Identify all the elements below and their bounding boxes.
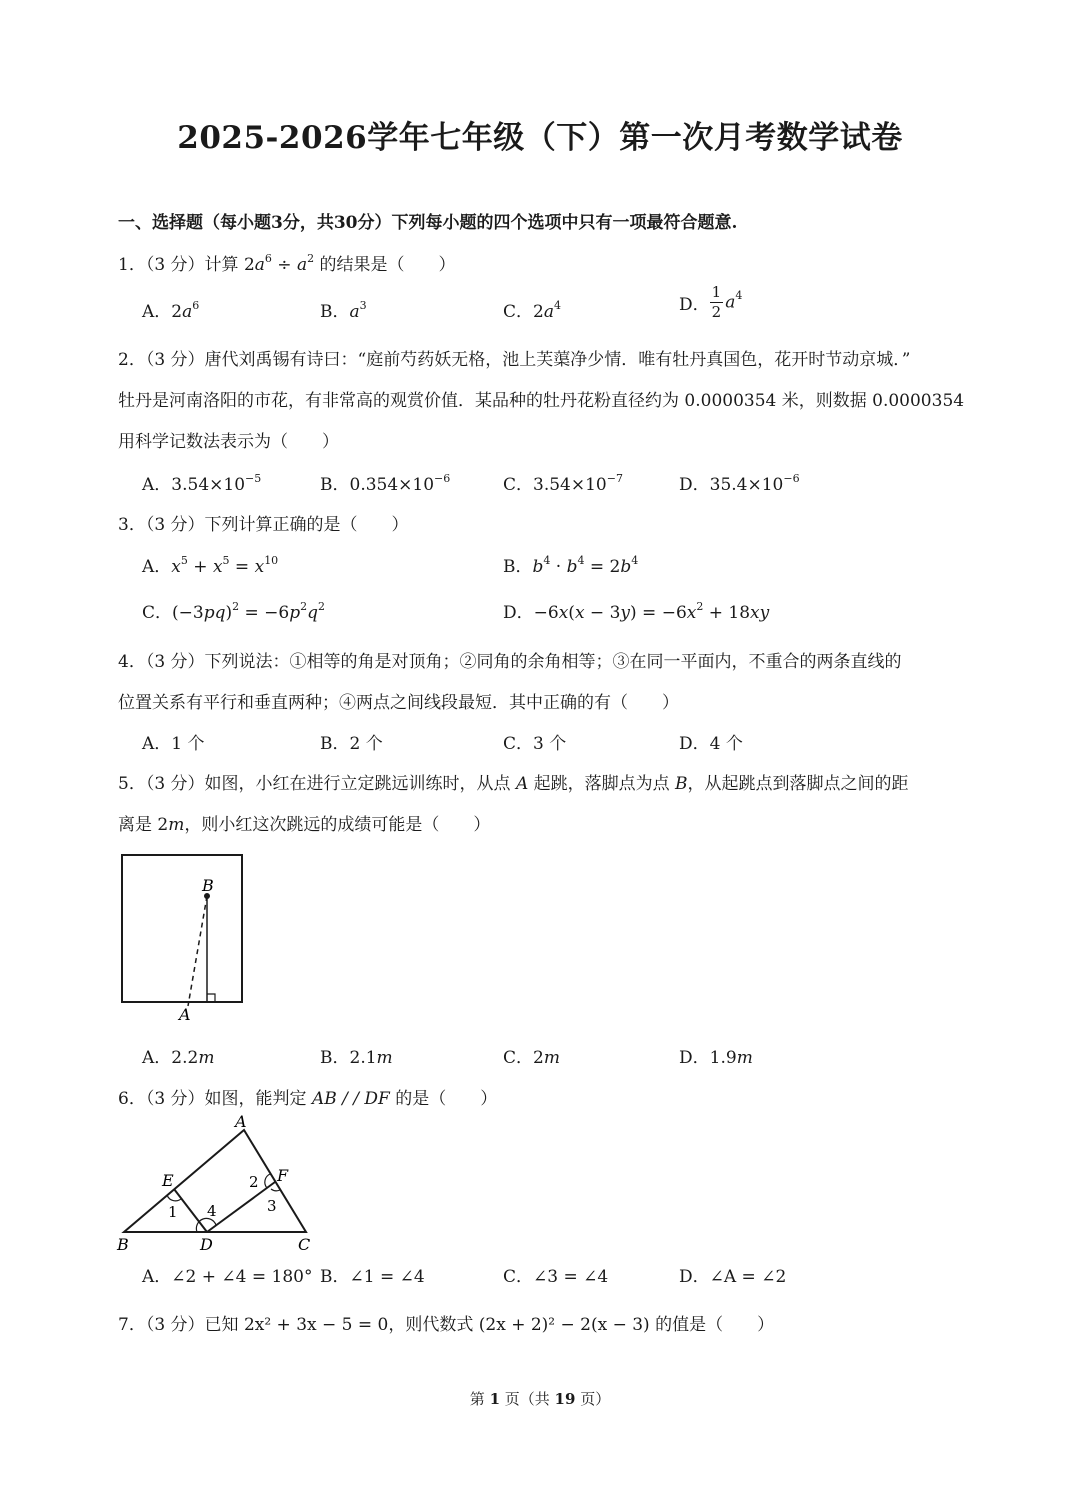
- question-1-stem: [118, 250, 456, 275]
- q2-option-d[interactable]: D．$35.4\times 10^{-6}$: [679, 472, 800, 495]
- fraction: $\frac{1}{2}$: [711, 283, 722, 321]
- segment-ed: [174, 1189, 207, 1232]
- q6-option-c[interactable]: C．∠3 = ∠4: [503, 1267, 609, 1287]
- question-4-line-2: 位置关系有平行和垂直两种；④两点之间线段最短．其中正确的有（ ）: [118, 693, 679, 713]
- q2-option-a[interactable]: A．$3.54\times 10^{-5}$: [142, 472, 262, 495]
- section-heading: 一、选择题（每小题3分，共30分）下列每小题的四个选项中只有一项最符合题意.: [118, 213, 738, 233]
- q5-option-d[interactable]: D．1.9m: [679, 1048, 753, 1068]
- question-4-line-1: 4．（3 分）下列说法：①相等的角是对顶角；②同角的余角相等；③在同一平面内，不重合的两条直线的: [118, 652, 902, 672]
- segment-df: [207, 1182, 275, 1232]
- question-5-line-2: 离是 2m，则小红这次跳远的成绩可能是（ ）: [118, 815, 491, 835]
- q4-option-b[interactable]: B．2 个: [320, 734, 383, 754]
- q1-option-d[interactable]: D． $\frac{1}{2}$ $a^4$: [679, 283, 743, 321]
- q3-option-d[interactable]: D．$-6x(x - 3y) = -6x^2 + 18xy$: [503, 600, 770, 623]
- label-f: F: [277, 1166, 289, 1185]
- label-b: B: [117, 1235, 129, 1254]
- label-c: C: [298, 1235, 311, 1254]
- label-e: E: [162, 1171, 174, 1190]
- q3-option-c[interactable]: C．$(-3pq)^2 = -6p^2q^2$: [142, 600, 326, 623]
- right-angle-mark: [207, 994, 215, 1002]
- q5-option-b[interactable]: B．2.1m: [320, 1048, 393, 1068]
- page-number: 1: [489, 1390, 500, 1408]
- q1-option-c[interactable]: C．$2a^4$: [503, 299, 561, 322]
- q1-option-b[interactable]: B．$a^3$: [320, 299, 367, 322]
- question-2-line-3: 用科学记数法表示为（ ）: [118, 432, 339, 452]
- angle-3-arc: [271, 1189, 280, 1191]
- label-a: A: [179, 1005, 191, 1024]
- q5-option-c[interactable]: C．2m: [503, 1048, 560, 1068]
- q1-exp2: 2: [307, 252, 315, 265]
- q3-option-b[interactable]: B．$b^4 \cdot b^4 = 2b^4$: [503, 554, 639, 577]
- q1-exp: 6: [264, 252, 272, 265]
- page-footer: 第 1 页（共 19 页）: [469, 1390, 611, 1408]
- q6-option-a[interactable]: A．∠2 + ∠4 = 180°: [142, 1267, 313, 1287]
- question-2-line-1: 2．（3 分）唐代刘禹锡有诗曰：“庭前芍药妖无格，池上芙蕖净少情．唯有牡丹真国色，花开时节动京城．”: [118, 350, 911, 370]
- q1-prefix: 1．（3 分）计算 2: [118, 255, 255, 275]
- page-total: 19: [554, 1390, 576, 1408]
- q5-option-a[interactable]: A．2.2m: [142, 1048, 215, 1068]
- q4-option-c[interactable]: C．3 个: [503, 734, 567, 754]
- q1-var: a: [254, 255, 265, 275]
- page-title: 2025-2026学年七年级（下）第一次月考数学试卷: [177, 120, 903, 156]
- q1-div: ÷: [271, 255, 297, 275]
- label-d: D: [200, 1235, 213, 1254]
- label-angle-1: 1: [168, 1203, 178, 1221]
- question-7-stem: 7．（3 分）已知 2x² + 3x − 5 = 0，则代数式 (2x + 2)² − 2(x − 3) 的值是（ ）: [118, 1315, 775, 1335]
- q6-figure: [110, 1108, 330, 1258]
- q4-option-a[interactable]: A．1 个: [142, 734, 205, 754]
- q1-suffix: 的结果是（ ）: [314, 255, 456, 275]
- jump-path-dashed: [188, 896, 207, 1006]
- q2-option-b[interactable]: B．$0.354\times 10^{-6}$: [320, 472, 451, 495]
- q1-option-a[interactable]: A．$2a^6$: [142, 299, 200, 322]
- q6-option-d[interactable]: D．∠A = ∠2: [679, 1267, 787, 1287]
- question-5-line-1: 5．（3 分）如图，小红在进行立定跳远训练时，从点 A 起跳，落脚点为点 B，从起跳点到落脚点之间的距: [118, 774, 909, 794]
- question-6-stem: 6．（3 分）如图，能判定 AB / / DF 的是（ ）: [118, 1089, 498, 1109]
- q4-option-d[interactable]: D．4 个: [679, 734, 743, 754]
- label-b: B: [202, 876, 214, 895]
- question-3-stem: 3．（3 分）下列计算正确的是（ ）: [118, 515, 409, 535]
- q6-option-b[interactable]: B．∠1 = ∠4: [320, 1267, 425, 1287]
- q1-var2: a: [296, 255, 308, 275]
- label-angle-2: 2: [249, 1173, 259, 1191]
- sandpit-rect: [122, 855, 242, 1002]
- label-angle-4: 4: [207, 1202, 217, 1220]
- label-angle-3: 3: [267, 1197, 277, 1215]
- label-a: A: [235, 1112, 247, 1131]
- q2-option-c[interactable]: C．$3.54\times 10^{-7}$: [503, 472, 623, 495]
- q5-figure: [110, 848, 260, 1028]
- question-2-line-2: 牡丹是河南洛阳的市花，有非常高的观赏价值．某品种的牡丹花粉直径约为 0.0000354 米，则数据 0.0000354: [118, 391, 965, 411]
- q3-option-a[interactable]: A．$x^5 + x^5 = x^{10}$: [142, 554, 279, 577]
